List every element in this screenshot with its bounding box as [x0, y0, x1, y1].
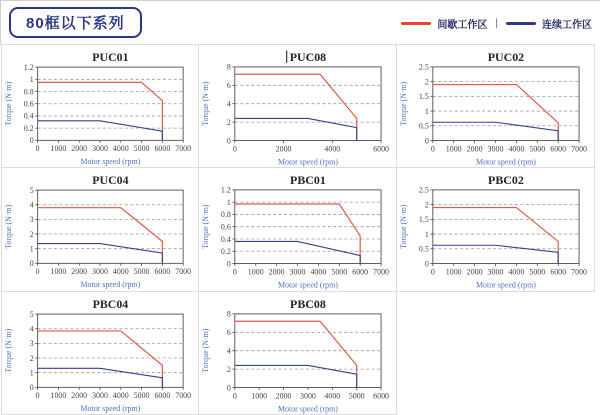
x-tick-label: 1000 [251, 391, 268, 401]
y-tick-label: 8 [226, 62, 231, 72]
y-tick-label: 4 [226, 99, 231, 109]
x-tick-label: 5000 [331, 267, 348, 277]
chart-svg-PUC08 [199, 45, 396, 167]
chart-svg-PUC01 [2, 45, 198, 167]
y-axis-label: Torque (N·m) [398, 81, 408, 126]
intermittent-zone-line [235, 74, 357, 140]
legend-separator: | [495, 18, 498, 29]
x-tick-label: 2000 [466, 267, 483, 277]
y-tick-label: 2 [29, 353, 34, 363]
y-axis-label: Torque (N·m) [200, 81, 210, 126]
x-tick-label: 3000 [92, 144, 108, 154]
x-tick-label: 7000 [175, 267, 192, 277]
chart-grid [1, 44, 595, 414]
continuous-zone-line [235, 242, 360, 264]
x-tick-label: 1000 [50, 144, 67, 154]
x-tick-label: 2000 [466, 144, 483, 154]
intermittent-zone-line [38, 82, 163, 140]
y-tick-label: 0 [226, 136, 231, 146]
x-tick-label: 4000 [508, 267, 525, 277]
y-axis-label: Torque (N·m) [200, 204, 210, 250]
x-tick-label: 0 [35, 144, 40, 154]
chart-svg-PBC08 [199, 292, 396, 414]
y-axis-label: Torque (N·m) [3, 81, 13, 126]
y-tick-label: 0 [29, 259, 34, 269]
y-tick-label: 0 [226, 259, 231, 269]
x-tick-label: 1000 [50, 390, 67, 400]
chart-svg-PBC02 [397, 168, 594, 290]
y-tick-label: 0.8 [220, 210, 231, 220]
x-tick-label: 6000 [373, 391, 390, 401]
y-tick-label: 8 [226, 309, 231, 319]
chart-title: PUC04 [92, 173, 129, 188]
y-axis-label: Torque (N·m) [3, 205, 13, 250]
chart-title: PUC08 [289, 49, 327, 64]
x-tick-label: 7000 [571, 144, 588, 154]
x-tick-label: 6000 [154, 144, 171, 154]
y-tick-label: 1 [226, 198, 231, 208]
x-axis-label: Motor speed (rpm) [80, 157, 141, 167]
y-tick-label: 0.8 [23, 87, 34, 97]
y-tick-label: 1.2 [220, 186, 231, 196]
legend [401, 16, 592, 31]
plot-border [38, 190, 184, 263]
chart-cell-PUC02 [397, 44, 595, 168]
x-tick-label: 0 [232, 144, 237, 154]
x-tick-label: 2000 [71, 144, 88, 154]
y-tick-label: 0.2 [23, 123, 34, 133]
x-tick-label: 2000 [275, 144, 292, 154]
chart-title: PUC02 [487, 49, 525, 64]
y-tick-label: 1 [29, 244, 34, 254]
y-tick-label: 0.5 [418, 244, 429, 254]
x-tick-label: 5000 [348, 391, 365, 401]
y-tick-label: 2 [29, 230, 34, 240]
x-tick-label: 6000 [154, 267, 171, 277]
plot-border [38, 314, 184, 387]
chart-svg-PBC04 [2, 292, 198, 414]
y-tick-label: 2 [424, 200, 429, 210]
series-title-badge [9, 7, 142, 38]
y-tick-label: 0.4 [23, 111, 34, 121]
y-axis-label: Torque (N·m) [200, 328, 210, 373]
plot-border [433, 67, 579, 141]
x-tick-label: 4000 [112, 267, 129, 277]
chart-title: PBC04 [92, 296, 129, 311]
x-axis-label: Motor speed (rpm) [475, 157, 536, 167]
y-tick-label: 0 [226, 383, 231, 393]
x-tick-label: 4000 [508, 144, 525, 154]
x-tick-label: 0 [35, 390, 40, 400]
x-tick-label: 7000 [373, 267, 390, 277]
chart-cell-PBC02 [397, 168, 595, 291]
x-tick-label: 1000 [445, 267, 462, 277]
x-tick-label: 4000 [324, 391, 341, 401]
chart-title: PBC02 [488, 173, 524, 188]
intermittent-legend-label: 间歇工作区 [437, 20, 488, 31]
y-tick-label: 0.6 [220, 222, 231, 232]
y-tick-label: 1 [29, 75, 34, 85]
y-tick-label: 1.2 [23, 62, 34, 72]
series-title: 80框以下系列 [26, 15, 125, 32]
x-tick-label: 5000 [529, 267, 546, 277]
chart-svg-PBC01 [199, 168, 396, 290]
intermittent-zone-line [235, 321, 357, 387]
y-tick-label: 6 [226, 327, 231, 337]
x-tick-label: 2000 [268, 267, 285, 277]
header [0, 1, 600, 44]
y-tick-label: 0.5 [418, 121, 429, 131]
x-tick-label: 3000 [487, 267, 504, 277]
x-tick-label: 1000 [50, 267, 67, 277]
x-tick-label: 7000 [175, 390, 192, 400]
x-tick-label: 3000 [92, 267, 108, 277]
y-tick-label: 6 [226, 81, 231, 91]
y-tick-label: 0 [29, 382, 34, 392]
x-axis-label: Motor speed (rpm) [80, 280, 141, 290]
y-tick-label: 2 [424, 77, 429, 87]
text-cursor [286, 50, 287, 62]
x-tick-label: 6000 [550, 144, 567, 154]
continuous-zone-line [38, 368, 163, 387]
intermittent-line-swatch [401, 22, 431, 25]
intermittent-zone-line [433, 85, 558, 141]
x-tick-label: 0 [232, 391, 237, 401]
y-tick-label: 1 [424, 106, 429, 116]
y-tick-label: 1 [29, 368, 34, 378]
y-tick-label: 0 [29, 136, 34, 146]
continuous-legend-label: 连续工作区 [542, 20, 592, 31]
x-tick-label: 7000 [571, 267, 588, 277]
x-tick-label: 6000 [154, 390, 171, 400]
x-tick-label: 1000 [247, 267, 264, 277]
y-tick-label: 4 [29, 200, 34, 210]
chart-title: PUC01 [92, 50, 129, 65]
empty-cell [397, 292, 595, 415]
continuous-zone-line [38, 244, 163, 264]
y-tick-label: 1.5 [418, 92, 429, 102]
x-axis-label: Motor speed (rpm) [475, 280, 536, 290]
x-axis-label: Motor speed (rpm) [277, 157, 338, 167]
x-axis-label: Motor speed (rpm) [277, 280, 338, 290]
y-tick-label: 5 [29, 309, 34, 319]
x-tick-label: 6000 [373, 144, 390, 154]
x-tick-label: 2000 [275, 391, 292, 401]
chart-cell-PBC04 [1, 292, 199, 415]
x-tick-label: 4000 [112, 390, 129, 400]
x-tick-label: 3000 [289, 267, 306, 277]
intermittent-zone-line [38, 331, 163, 387]
x-axis-label: Motor speed (rpm) [80, 403, 141, 413]
x-tick-label: 0 [232, 267, 237, 277]
continuous-zone-line [433, 122, 558, 140]
chart-svg-PUC02 [397, 45, 594, 167]
chart-cell-PBC08 [199, 292, 397, 415]
chart-title: PBC01 [290, 173, 326, 188]
x-tick-label: 0 [35, 267, 40, 277]
x-tick-label: 3000 [300, 391, 316, 401]
x-tick-label: 5000 [529, 144, 546, 154]
y-tick-label: 2.5 [418, 186, 429, 196]
chart-cell-PUC01 [1, 44, 199, 168]
y-tick-label: 3 [29, 338, 34, 348]
x-tick-label: 2000 [71, 267, 88, 277]
y-tick-label: 0.6 [23, 99, 34, 109]
chart-cell-PUC08 [199, 44, 397, 168]
y-tick-label: 0 [424, 136, 429, 146]
intermittent-zone-line [38, 208, 163, 264]
x-tick-label: 3000 [92, 390, 108, 400]
chart-title: PBC08 [290, 296, 326, 311]
y-axis-label: Torque (N·m) [398, 204, 408, 250]
y-tick-label: 5 [29, 186, 34, 196]
x-tick-label: 5000 [133, 144, 150, 154]
x-tick-label: 6000 [352, 267, 369, 277]
x-tick-label: 5000 [133, 390, 150, 400]
x-tick-label: 1000 [445, 144, 462, 154]
y-axis-label: Torque (N·m) [3, 328, 13, 373]
x-tick-label: 4000 [310, 267, 327, 277]
y-tick-label: 4 [226, 346, 231, 356]
y-tick-label: 1 [424, 230, 429, 240]
x-tick-label: 0 [430, 267, 435, 277]
y-tick-label: 2 [226, 364, 231, 374]
y-tick-label: 2 [226, 117, 231, 127]
continuous-line-swatch [506, 22, 536, 25]
intermittent-zone-line [433, 208, 558, 264]
y-tick-label: 1.5 [418, 215, 429, 225]
y-tick-label: 3 [29, 215, 34, 225]
x-axis-label: Motor speed (rpm) [277, 404, 338, 414]
x-tick-label: 7000 [175, 144, 192, 154]
y-tick-label: 2.5 [418, 62, 429, 72]
y-tick-label: 0 [424, 259, 429, 269]
x-tick-label: 6000 [550, 267, 567, 277]
y-tick-label: 0.2 [220, 247, 231, 257]
y-tick-label: 4 [29, 324, 34, 334]
y-tick-label: 0.4 [220, 235, 231, 245]
intermittent-zone-line [235, 204, 360, 264]
chart-cell-PUC04 [1, 168, 199, 291]
x-tick-label: 4000 [324, 144, 341, 154]
continuous-zone-line [433, 246, 558, 264]
x-tick-label: 4000 [112, 144, 129, 154]
x-tick-label: 3000 [487, 144, 504, 154]
x-tick-label: 5000 [133, 267, 150, 277]
chart-svg-PUC04 [2, 168, 198, 290]
x-tick-label: 0 [430, 144, 435, 154]
continuous-zone-line [38, 121, 163, 141]
x-tick-label: 2000 [71, 390, 88, 400]
chart-cell-PBC01 [199, 168, 397, 291]
